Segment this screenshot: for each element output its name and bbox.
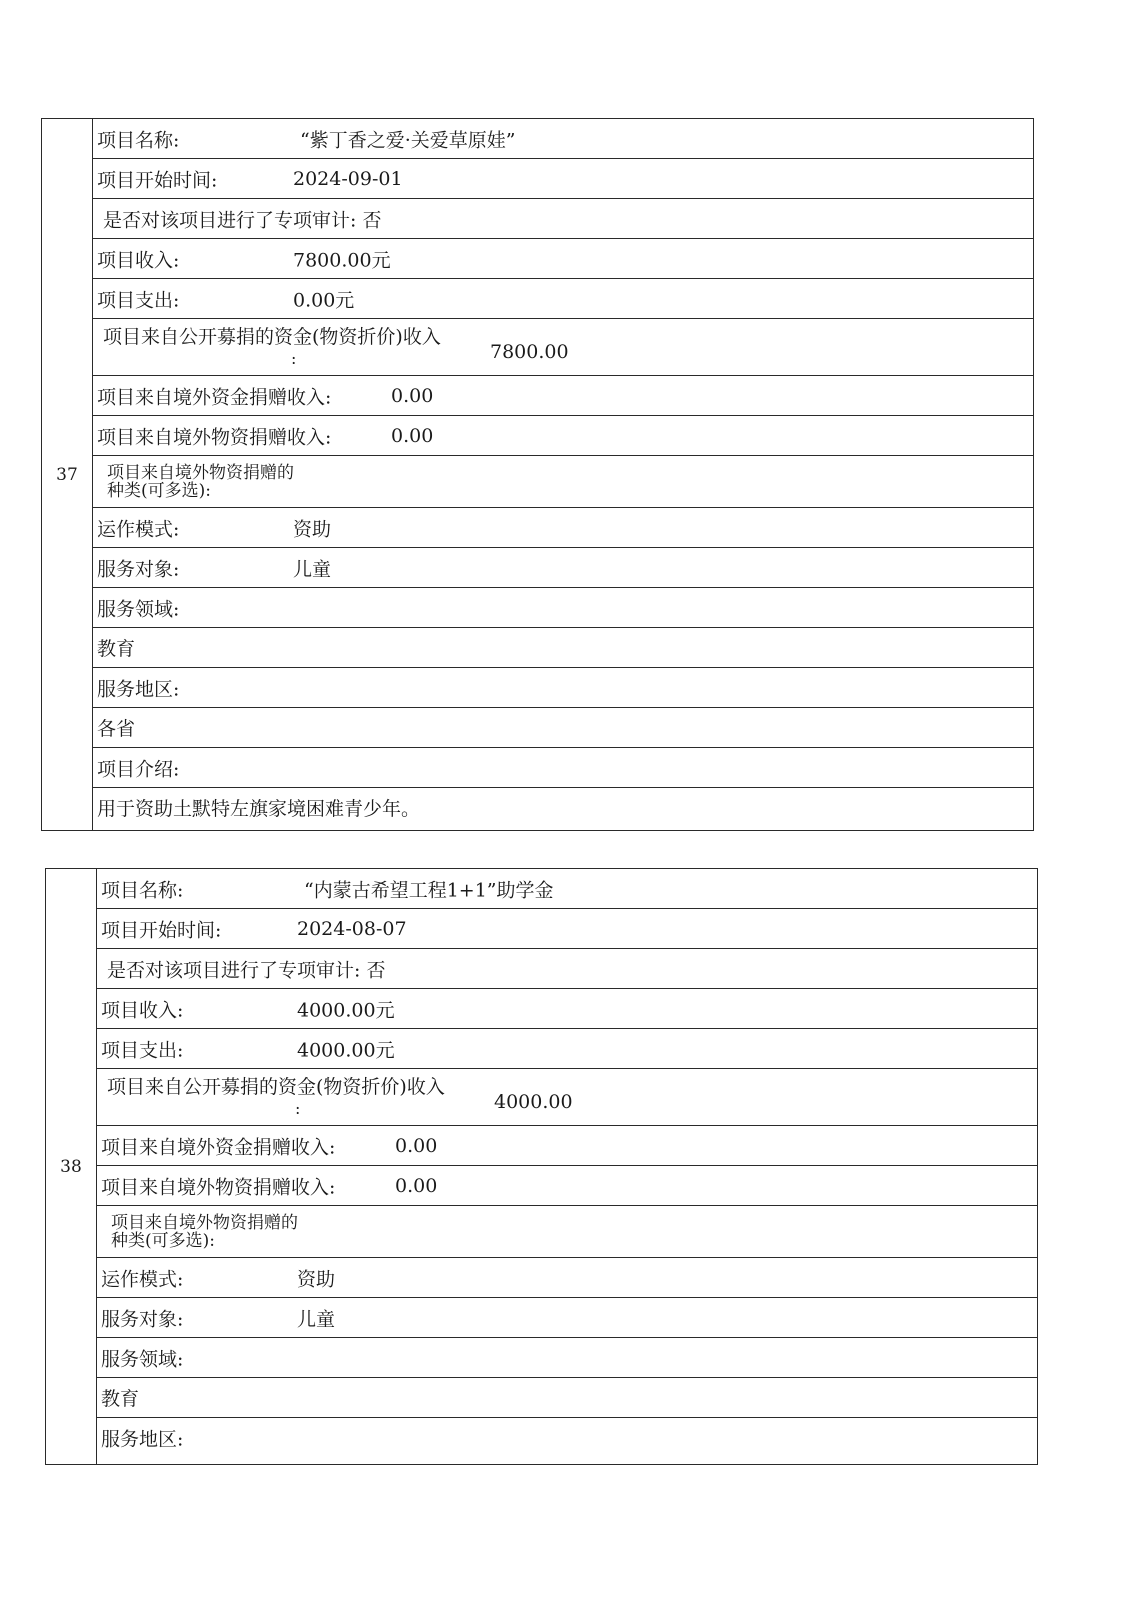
value-overseas-fund: 0.00 [395,1134,438,1157]
label-overseas-fund: 项目来自境外资金捐赠收入: [97,386,332,408]
row-service-region-label [93,668,1033,708]
value-service-field: 教育 [101,1388,140,1410]
label-project-name: 项目名称: [97,129,180,151]
project-number: 37 [42,119,93,830]
row-income [97,989,1037,1029]
value-start-time: 2024-09-01 [293,167,403,190]
value-operation-mode: 资助 [293,518,332,540]
label-service-target: 服务对象: [97,558,180,580]
row-service-field-label [93,588,1033,628]
row-expense [93,279,1033,319]
row-overseas-goods [97,1166,1037,1206]
label-goods-kinds: 项目来自境外物资捐赠的种类(可多选): [111,1213,298,1251]
row-service-field-label [97,1338,1037,1378]
value-start-time: 2024-08-07 [297,917,407,940]
label-income: 项目收入: [97,249,180,271]
value-public-fund: 4000.00 [494,1091,573,1113]
label-goods-kinds: 项目来自境外物资捐赠的种类(可多选): [107,463,294,501]
row-overseas-goods [93,416,1033,456]
row-operation-mode [93,508,1033,548]
row-start-time [97,909,1037,949]
audit-text: 是否对该项目进行了专项审计: 否 [103,209,382,231]
row-start-time [93,159,1033,199]
value-operation-mode: 资助 [297,1268,336,1290]
value-income: 4000.00元 [297,999,395,1021]
value-expense: 4000.00元 [297,1039,395,1061]
value-service-region: 各省 [97,718,136,740]
label-overseas-goods: 项目来自境外物资捐赠收入: [97,426,332,448]
label-public-fund-colon: : [291,349,297,368]
value-public-fund: 7800.00 [490,341,569,363]
label-intro: 项目介绍: [97,758,180,780]
row-intro-value [93,788,1033,828]
project-block-38 [45,868,1038,1465]
label-start-time: 项目开始时间: [101,919,222,941]
value-intro: 用于资助土默特左旗家境困难青少年。 [97,798,421,820]
label-operation-mode: 运作模式: [101,1268,184,1290]
label-income: 项目收入: [101,999,184,1021]
label-service-region: 服务地区: [97,678,180,700]
row-overseas-fund [93,376,1033,416]
value-service-target: 儿童 [293,558,332,580]
value-project-name: “内蒙古希望工程1+1”助学金 [304,879,554,901]
row-project-name [97,869,1037,909]
row-service-field-value [93,628,1033,668]
label-overseas-goods: 项目来自境外物资捐赠收入: [101,1176,336,1198]
label-service-field: 服务领域: [101,1348,184,1370]
row-goods-kinds [97,1206,1037,1258]
project-block-37 [41,118,1034,831]
row-expense [97,1029,1037,1069]
project-rows [97,869,1037,1464]
row-audit [97,949,1037,989]
label-public-fund-colon: : [295,1099,301,1118]
label-service-region: 服务地区: [101,1428,184,1451]
label-service-field: 服务领域: [97,598,180,620]
row-overseas-fund [97,1126,1037,1166]
value-project-name: “紫丁香之爱·关爱草原娃” [300,129,516,151]
label-expense: 项目支出: [97,289,180,311]
project-rows [93,119,1033,830]
row-income [93,239,1033,279]
value-service-target: 儿童 [297,1308,336,1330]
row-service-field-value [97,1378,1037,1418]
label-expense: 项目支出: [101,1039,184,1061]
row-project-name [93,119,1033,159]
row-public-fund [93,319,1033,376]
row-intro-label [93,748,1033,788]
value-overseas-goods: 0.00 [391,424,434,447]
label-start-time: 项目开始时间: [97,169,218,191]
value-overseas-goods: 0.00 [395,1174,438,1197]
label-operation-mode: 运作模式: [97,518,180,540]
row-service-target [97,1298,1037,1338]
row-public-fund [97,1069,1037,1126]
label-public-fund: 项目来自公开募捐的资金(物资折价)收入 [103,326,441,348]
row-audit [93,199,1033,239]
row-operation-mode [97,1258,1037,1298]
row-service-target [93,548,1033,588]
project-number: 38 [46,869,97,1464]
row-service-region-label [97,1418,1037,1458]
row-goods-kinds [93,456,1033,508]
value-service-field: 教育 [97,638,136,660]
row-service-region-value [93,708,1033,748]
value-overseas-fund: 0.00 [391,384,434,407]
label-project-name: 项目名称: [101,879,184,901]
audit-text: 是否对该项目进行了专项审计: 否 [107,959,386,981]
label-service-target: 服务对象: [101,1308,184,1330]
value-expense: 0.00元 [293,289,355,311]
label-public-fund: 项目来自公开募捐的资金(物资折价)收入 [107,1076,445,1098]
value-income: 7800.00元 [293,249,391,271]
label-overseas-fund: 项目来自境外资金捐赠收入: [101,1136,336,1158]
